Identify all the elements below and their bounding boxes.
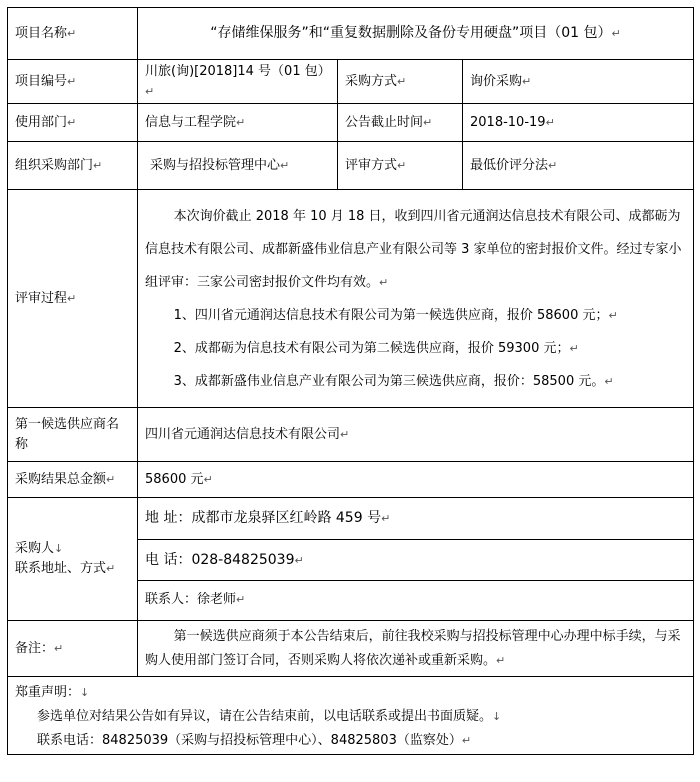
total-amount-label: 采购结果总金额↵ (8, 462, 138, 498)
review-summary-paragraph: 本次询价截止 2018 年 10 月 18 日，收到四川省元通润达信息技术有限公司、成都砺为信息技术有限公司、成都新盛伟业信息产业有限公司等 3 家单位的密封报价文件。经过专家小组评审：三家公司密封报价文件均有效。↵ (145, 208, 682, 290)
contact-label: 采购人↓ 联系地址、方式↵ (8, 498, 138, 621)
review-process-content (138, 190, 694, 408)
procurement-result-table (7, 7, 694, 755)
row-first-supplier (8, 408, 694, 462)
review-method-label: 评审方式↵ (338, 142, 463, 190)
candidate-item-3: 3、成都新盛伟业信息产业有限公司为第三候选供应商，报价：58500 元。↵ (173, 373, 614, 389)
candidate-item-2: 2、成都砺为信息技术有限公司为第二候选供应商，报价 59300 元；↵ (173, 340, 579, 356)
contact-person: 联系人：徐老师↵ (145, 592, 246, 608)
row-org-department (8, 142, 694, 190)
row-total-amount (8, 462, 694, 498)
row-department (8, 104, 694, 142)
contact-address: 地 址：成都市龙泉驿区红岭路 459 号↵ (138, 499, 693, 540)
total-amount-value: 58600 元↵ (138, 462, 694, 498)
row-project-number (8, 60, 694, 104)
department-value: 信息与工程学院↵ (138, 104, 338, 142)
contact-inner-table (138, 499, 693, 620)
review-method-value: 最低价评分法↵ (463, 142, 694, 190)
project-name-label: 项目名称↵ (8, 8, 138, 60)
row-contact (8, 498, 694, 621)
statement-title: 郑重声明：↓ (15, 685, 90, 700)
purchase-method-value: 询价采购↵ (463, 60, 694, 104)
statement-line-1: 参选单位对结果公告如有异议，请在公告结束前，以电话联系或提出书面质疑。↓ (37, 709, 502, 724)
candidate-item-1: 1、四川省元通润达信息技术有限公司为第一候选供应商，报价 58600 元；↵ (173, 307, 618, 323)
contact-values (138, 498, 694, 621)
deadline-value: 2018-10-19↵ (463, 104, 694, 142)
row-review-process (8, 190, 694, 408)
contact-phone: 电 话：028-84825039↵ (138, 540, 693, 581)
project-number-value: 川旅(询)[2018]14 号（01 包）↵ (138, 60, 338, 104)
remark-label: 备注：↵ (8, 621, 138, 677)
statement-content (8, 677, 694, 755)
first-supplier-label: 第一候选供应商名称 (8, 408, 138, 462)
review-process-label: 评审过程↵ (8, 190, 138, 408)
remark-value: 第一候选供应商须于本公告结束后，前往我校采购与招投标管理中心办理中标手续，与采购人使用部门签订合同，否则采购人将依次递补或重新采购。↵ (138, 621, 694, 677)
first-supplier-value: 四川省元通润达信息技术有限公司↵ (138, 408, 694, 462)
project-name-value: “存储维保服务”和“重复数据删除及备份专用硬盘”项目（01 包）↵ (138, 8, 694, 60)
org-department-label: 组织采购部门↵ (8, 142, 138, 190)
project-number-label: 项目编号↵ (8, 60, 138, 104)
department-label: 使用部门↵ (8, 104, 138, 142)
deadline-label: 公告截止时间↵ (338, 104, 463, 142)
purchase-method-label: 采购方式↵ (338, 60, 463, 104)
statement-line-2: 联系电话：84825039（采购与招投标管理中心）、84825803（监察处）↵ (37, 733, 472, 748)
row-project-name (8, 8, 694, 60)
row-remark (8, 621, 694, 677)
row-statement (8, 677, 694, 755)
org-department-value: 采购与招投标管理中心↵ (138, 142, 338, 190)
